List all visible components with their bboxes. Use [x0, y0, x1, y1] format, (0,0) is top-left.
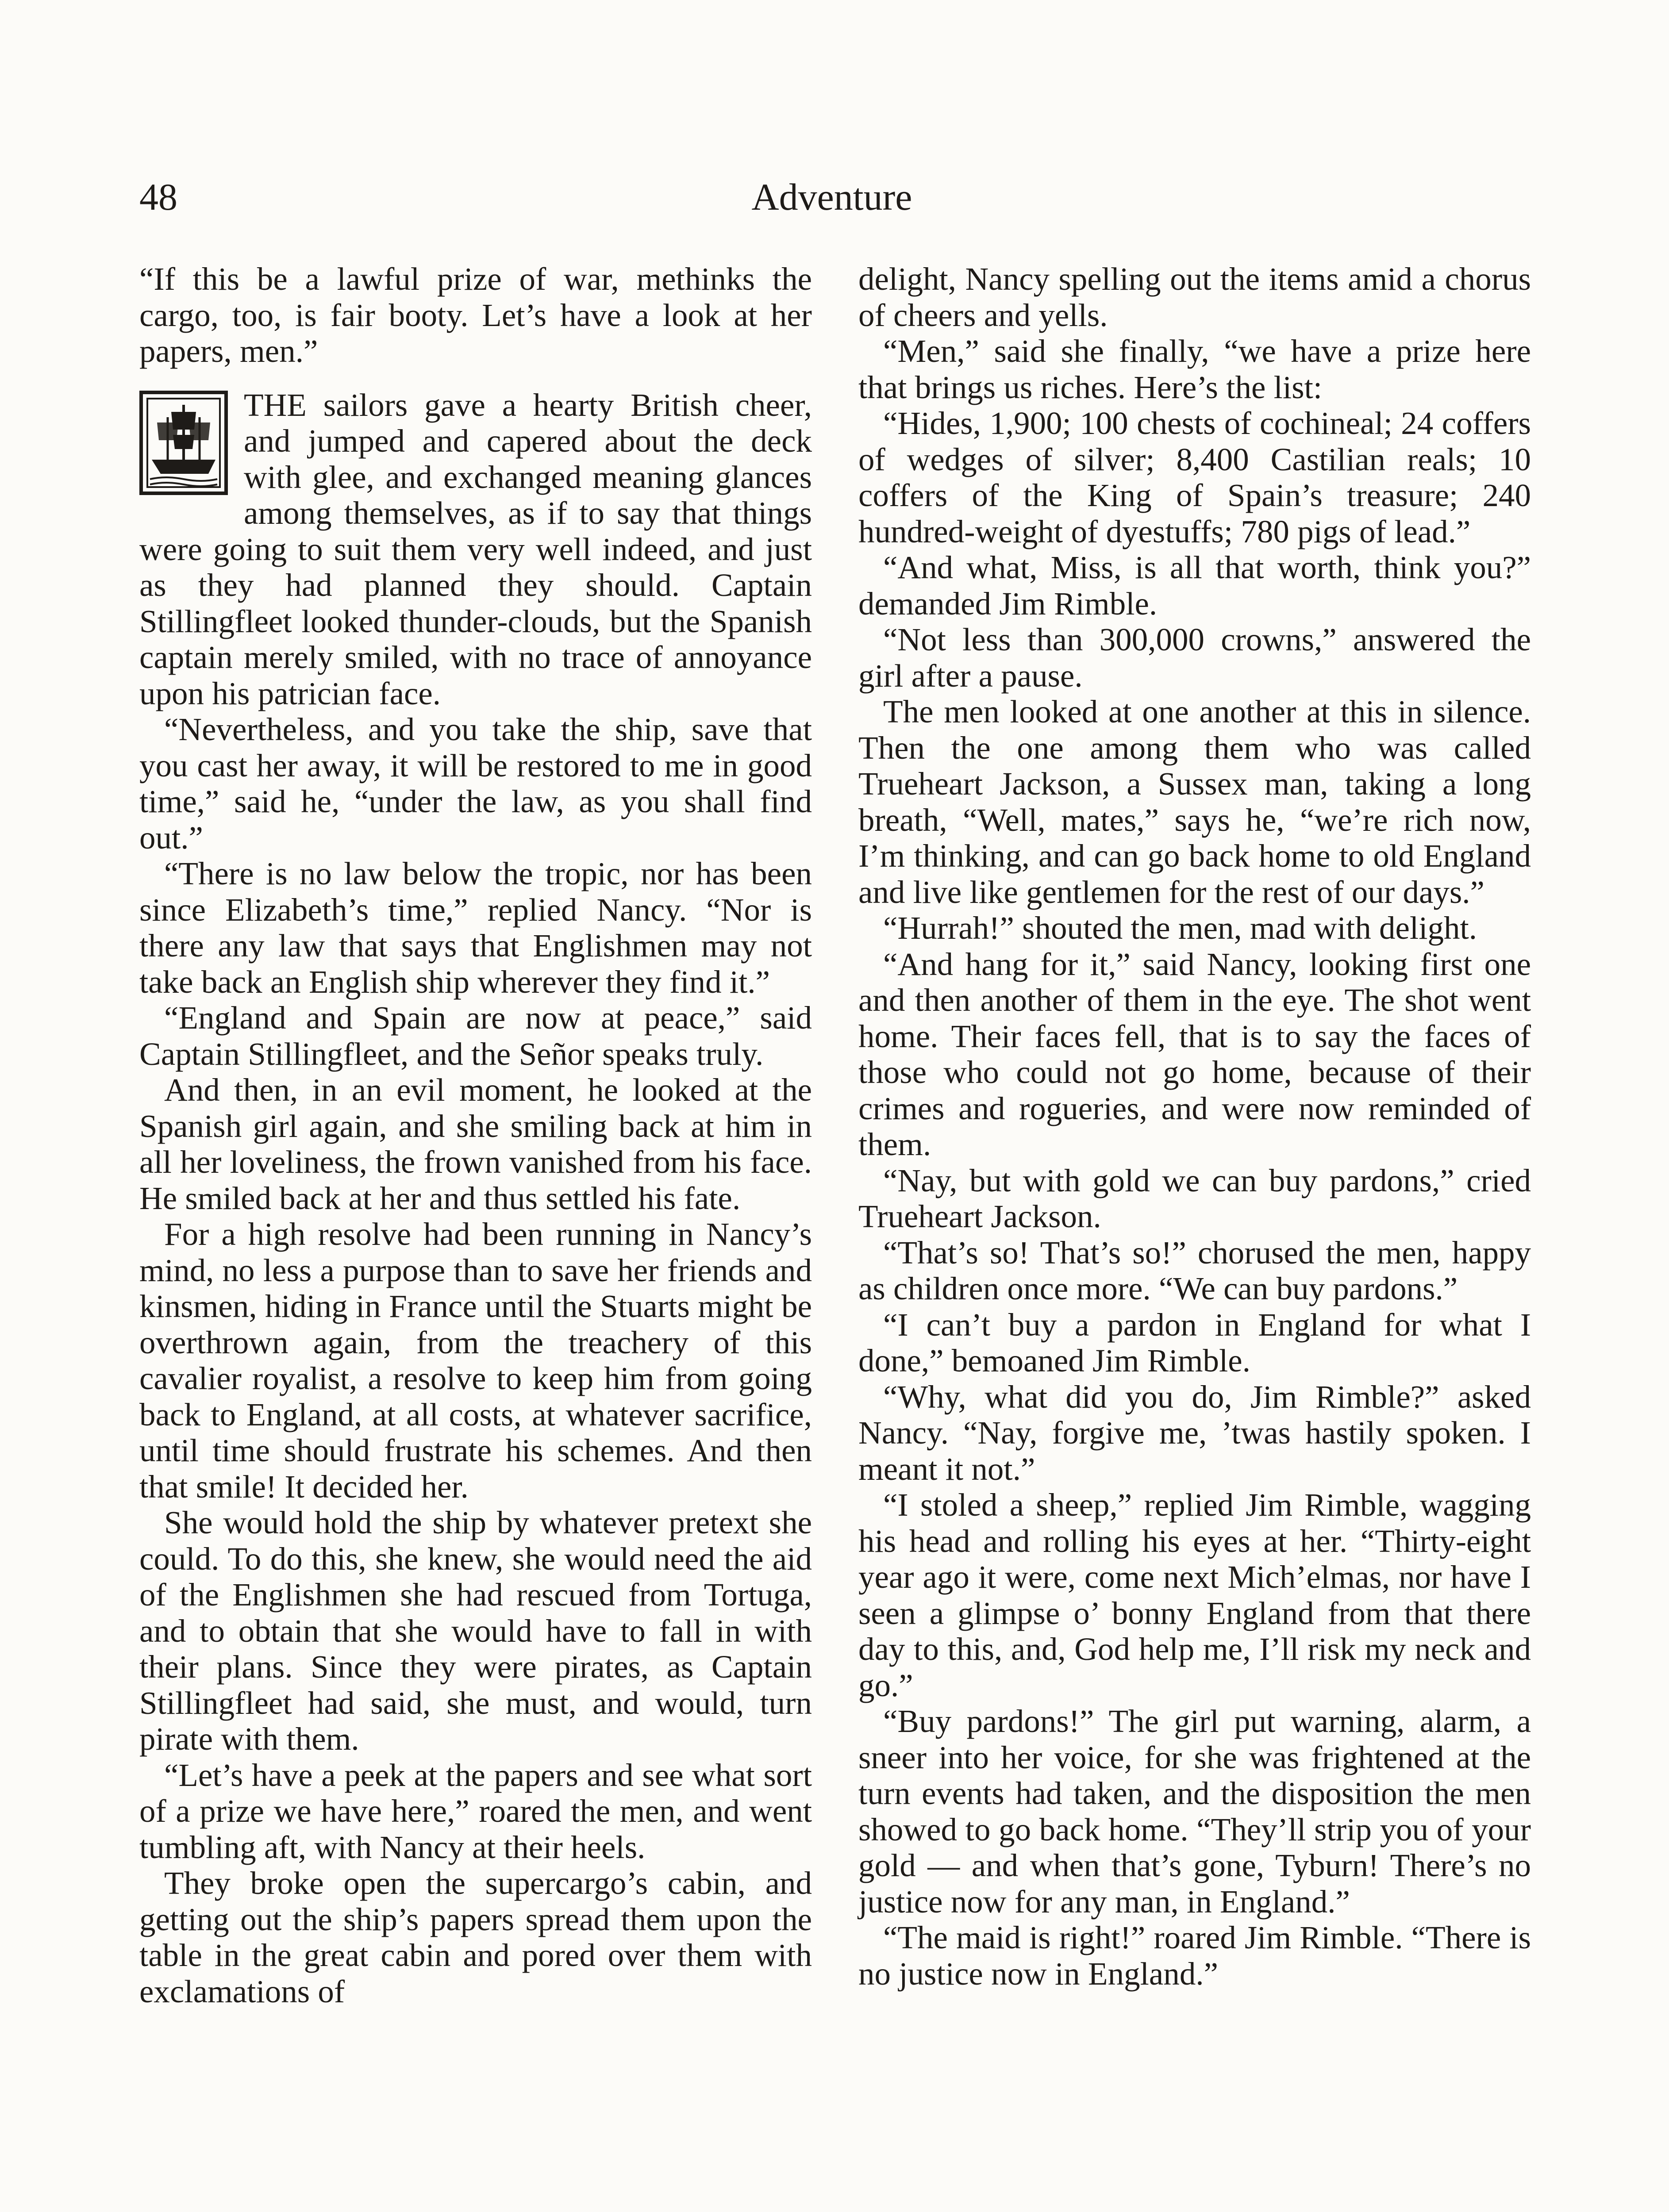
paragraph: “Hurrah!” shouted the men, mad with delight.	[883, 910, 1477, 946]
paragraph: The men looked at one another at this in silence. Then the one among them who was called Trueheart Jackson, a Sussex man, taking a long breath, “Well, mates,” says he, “we’re rich now, I’m thinking, and can go back home to old England and live like gentlemen for the rest of our days.”	[858, 694, 1531, 910]
page-header	[139, 168, 1524, 226]
page-number: 48	[139, 176, 177, 218]
paragraph: “Hides, 1,900; 100 chests of cochineal; 24 coffers of wedges of silver; 8,400 Castilian reals; 10 coffers of the King of Spain’s treasure; 240 hundred-weight of dyestuffs; 780 pigs of lead.”	[858, 405, 1531, 549]
paragraph: They broke open the supercargo’s cabin, and getting out the ship’s papers spread them upon the table in the great cabin and pored over them with exclamations of	[139, 1865, 812, 2009]
left-column	[139, 261, 812, 2009]
paragraph: “And what, Miss, is all that worth, think you?” demanded Jim Rimble.	[858, 549, 1531, 622]
paragraph: “Buy pardons!” The girl put warning, alarm, a sneer into her voice, for she was frightened at the turn events had taken, and the disposition the men showed to go back home. “They’ll strip you of your gold — and when that’s gone, Tyburn! There’s no justice now for any man, in England.”	[858, 1703, 1531, 1920]
paragraph: For a high resolve had been running in Nancy’s mind, no less a purpose than to save her friends and kinsmen, hiding in France until the Stuarts might be overthrown again, from the treachery of this cavalier royalist, a resolve to keep him from going back to England, at all costs, at whatever sacrifice, until time should frustrate his schemes. And then that smile! It decided her.	[139, 1216, 812, 1505]
paragraph: “That’s so! That’s so!” chorused the men, happy as children once more. “We can buy pardons.”	[858, 1234, 1531, 1306]
paragraph: “There is no law below the tropic, nor has been since Elizabeth’s time,” replied Nancy. “Nor is there any law that says that Englishmen may not take back an English ship wherever they find it.”	[139, 856, 812, 1000]
paragraph: THE sailors gave a hearty British cheer, and jumped and capered about the deck with glee, and exchanged meaning glances among themselves, as if to say that things were going to suit them very well indeed, and just as they had planned they should. Captain Stillingfleet looked thunder-clouds, but the Spanish captain merely smiled, with no trace of annoyance upon his patrician face.	[139, 387, 812, 711]
paragraph: “England and Spain are now at peace,” said Captain Stillingfleet, and the Señor speaks truly.	[139, 1000, 812, 1072]
paragraph: She would hold the ship by whatever pretext she could. To do this, she knew, she would need the aid of the Englishmen she had rescued from Tortuga, and to obtain that she would have to fall in with their plans. Since they were pirates, as Captain Stillingfleet had said, she must, and would, turn pirate with them.	[139, 1505, 812, 1757]
paragraph: And then, in an evil moment, he looked at the Spanish girl again, and she smiling back at him in all her loveliness, the frown vanished from his face. He smiled back at her and thus settled his fate.	[139, 1072, 812, 1216]
paragraph: delight, Nancy spelling out the items amid a chorus of cheers and yells.	[858, 261, 1531, 333]
paragraph: “The maid is right!” roared Jim Rimble. “There is no justice now in England.”	[858, 1920, 1531, 1992]
paragraph: “I stoled a sheep,” replied Jim Rimble, wagging his head and rolling his eyes at her. “Thirty-eight year ago it were, come next Mich’elmas, nor have I seen a glimpse o’ bonny England from that there day to this, and, God help me, I’ll risk my neck and go.”	[858, 1487, 1531, 1703]
paragraph: “And hang for it,” said Nancy, looking first one and then another of them in the eye. The shot went home. Their faces fell, that is to say the faces of those who could not go home, because of their crimes and rogueries, and were now reminded of them.	[858, 946, 1531, 1162]
paragraph: “Why, what did you do, Jim Rimble?” asked Nancy. “Nay, forgive me, ’twas hastily spoken. I meant it not.”	[858, 1379, 1531, 1487]
paragraph: “Let’s have a peek at the papers and see what sort of a prize we have here,” roared the men, and went tumbling aft, with Nancy at their heels.	[139, 1757, 812, 1865]
paragraph: “If this be a lawful prize of war, methinks the cargo, too, is fair booty. Let’s have a look at her papers, men.”	[139, 261, 812, 369]
paragraph: “Not less than 300,000 crowns,” answered the girl after a pause.	[858, 622, 1531, 694]
running-title: Adventure	[751, 176, 912, 218]
paragraph: “Nevertheless, and you take the ship, save that you cast her away, it will be restored to me in good time,” said he, “under the law, as you shall find out.”	[139, 711, 812, 856]
paragraph: “Nay, but with gold we can buy pardons,” cried Trueheart Jackson.	[858, 1162, 1531, 1234]
paragraph: “I can’t buy a pardon in England for what I done,” bemoaned Jim Rimble.	[858, 1306, 1531, 1379]
right-column	[858, 261, 1531, 1992]
paragraph: “Men,” said she finally, “we have a prize here that brings us riches. Here’s the list:	[858, 333, 1531, 405]
ship-icon	[139, 391, 228, 495]
